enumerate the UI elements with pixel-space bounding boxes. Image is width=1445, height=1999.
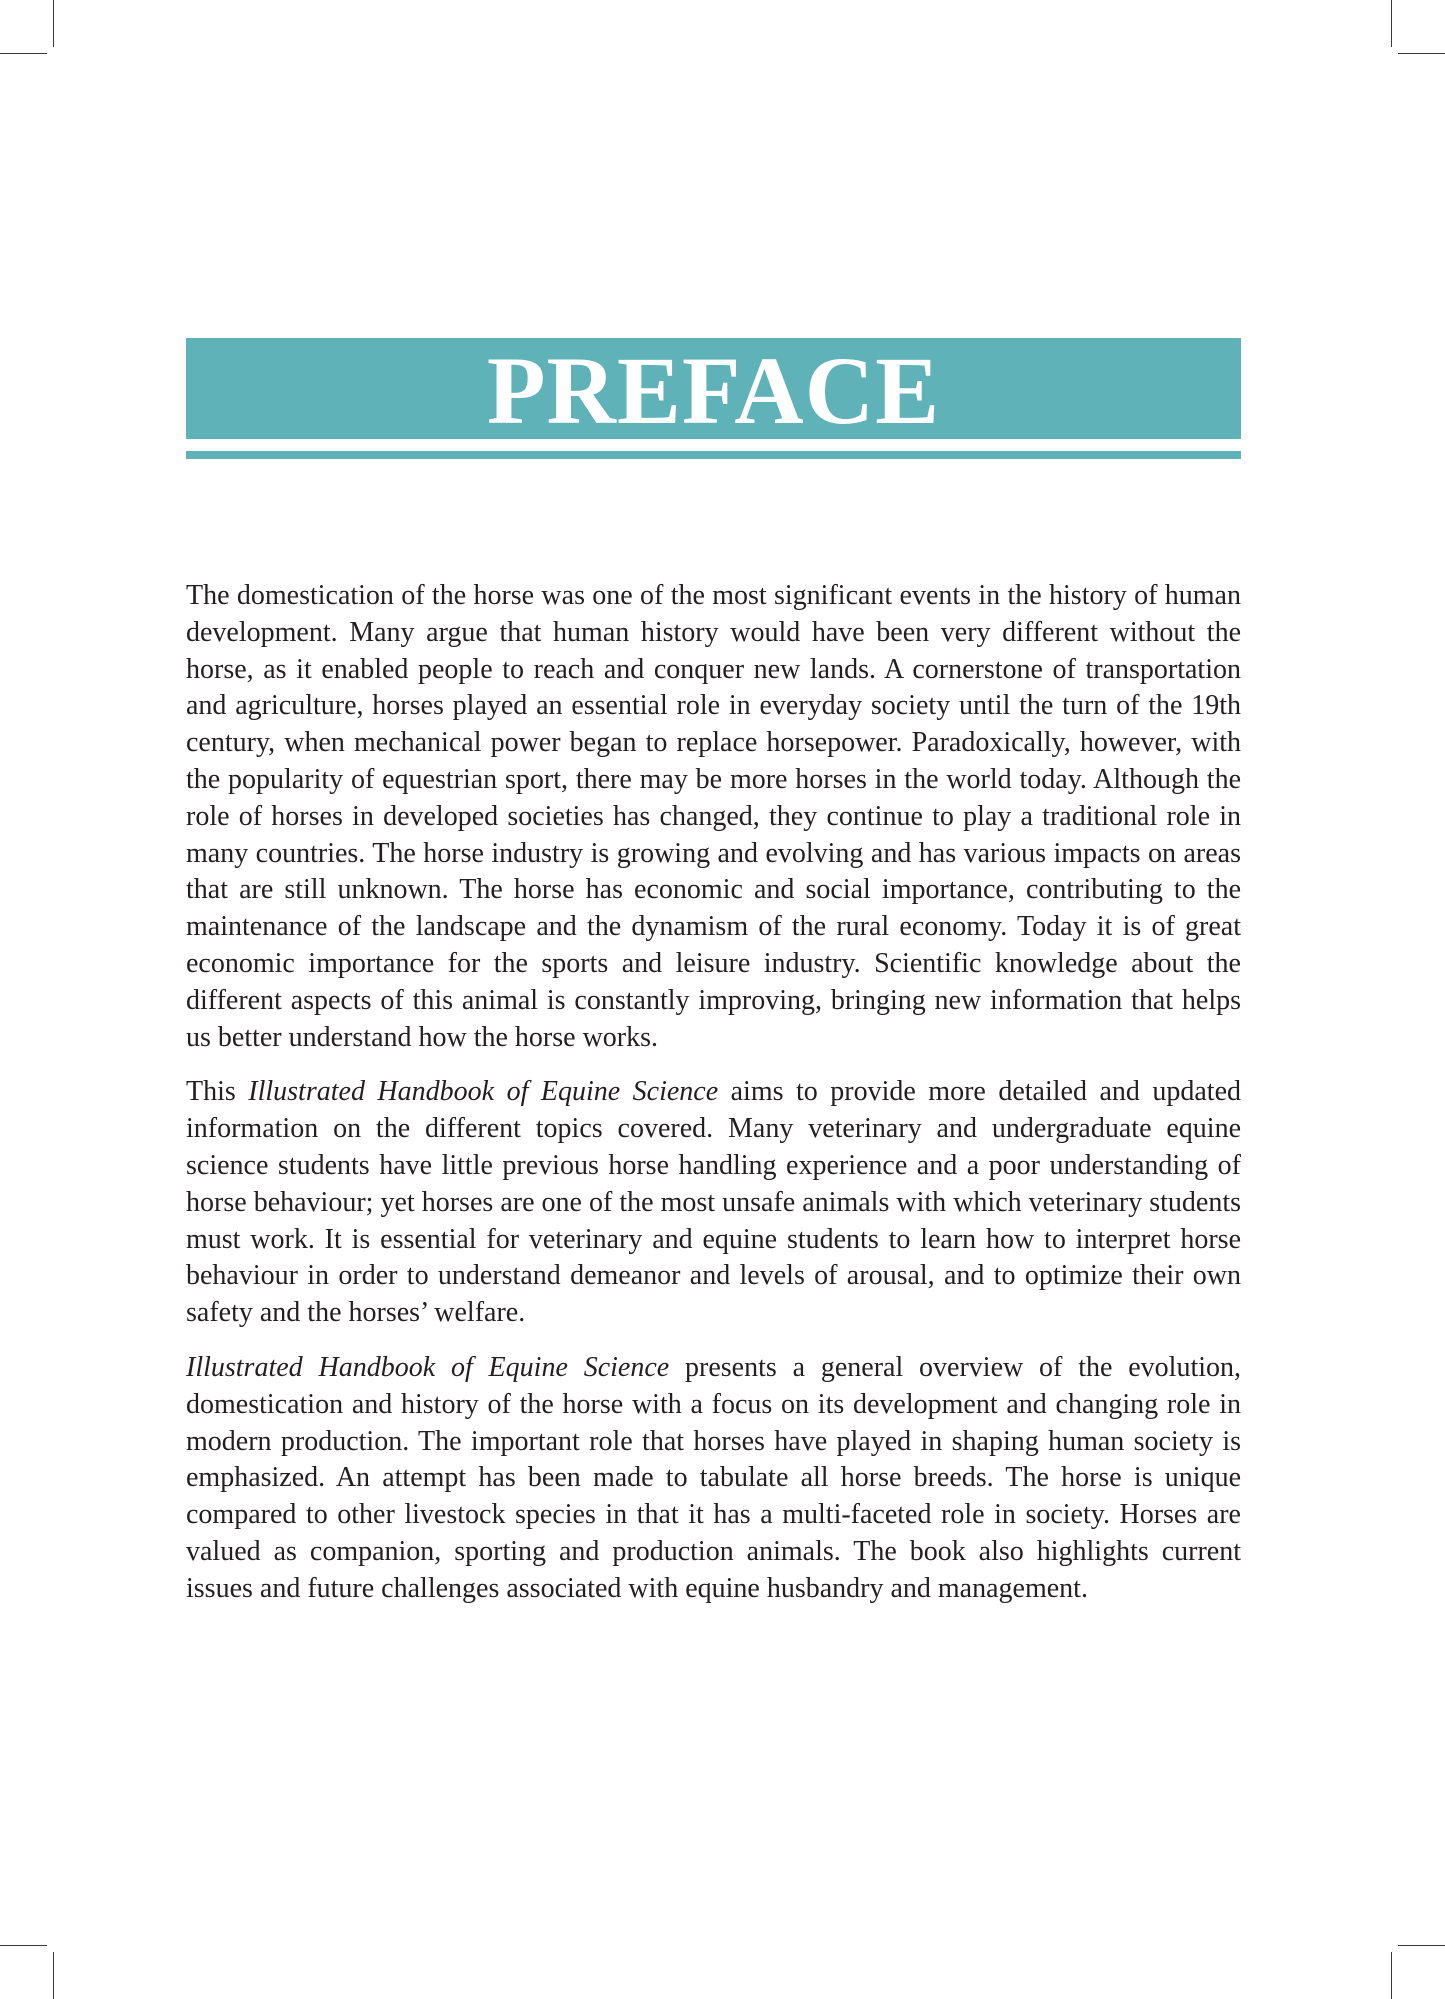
paragraph-3-rest: presents a general overview of the evolution, domestication and history of the horse with a focus on its development and changing role in modern production. The important role that horses have played in shaping human society is emphasized. An attempt has been made to tabulate all horse breeds. The horse is unique compared to other livestock species in that it has a multi-faceted role in society. Horses are valued as companion, sporting and production animals. The book also highlights current issues and future challenges associated with equine husbandry and management.: [186, 1351, 1241, 1604]
preface-body: [186, 578, 1241, 1626]
crop-mark-bottom-left-horizontal: [0, 1945, 47, 1946]
crop-mark-top-right-vertical: [1391, 0, 1392, 47]
header-underline-rule: [186, 451, 1241, 459]
book-title-italic: Illustrated Handbook of Equine Science: [248, 1076, 719, 1108]
paragraph-3: [186, 1350, 1241, 1608]
paragraph-2-rest: aims to provide more detailed and updated information on the different topics covered. Many veterinary and undergraduate equine science students have little previous horse handling experience and a poor understanding of horse behaviour; yet horses are one of the most unsafe animals with which veterinary students must work. It is essential for veterinary and equine students to learn how to interpret horse behaviour in order to understand demeanor and levels of arousal, and to optimize their own safety and the horses’ welfare.: [186, 1076, 1241, 1329]
crop-mark-bottom-left-vertical: [53, 1952, 54, 1999]
header-band: [186, 336, 1241, 444]
paragraph-2-lead: This: [186, 1076, 249, 1108]
crop-mark-bottom-right-vertical: [1391, 1952, 1392, 1999]
page-title: PREFACE: [486, 336, 941, 444]
paragraph-1-text: The domestication of the horse was one of the most significant events in the history of human development. Many argue that human history would have been very different without the horse, as it enabled people to reach and conquer new lands. A cornerstone of transportation and agriculture, horses played an essential role in everyday society until the turn of the 19th century, when mechanical power began to replace horsepower. Paradoxically, however, with the popularity of equestrian sport, there may be more horses in the world today. Although the role of horses in developed societies has changed, they continue to play a traditional role in many countries. The horse industry is growing and evolving and has various impacts on areas that are still unknown. The horse has economic and social importance, contributing to the maintenance of the landscape and the dynamism of the rural economy. Today it is of great economic importance for the sports and leisure industry. Scientific knowledge about the different aspects of this animal is constantly improving, bringing new information that helps us better understand how the horse works.: [186, 580, 1241, 1053]
crop-mark-top-right-horizontal: [1398, 53, 1445, 54]
paragraph-2: [186, 1074, 1241, 1332]
crop-mark-top-left-horizontal: [0, 53, 47, 54]
paragraph-1: [186, 578, 1241, 1056]
crop-mark-top-left-vertical: [53, 0, 54, 47]
book-title-italic: Illustrated Handbook of Equine Science: [186, 1351, 670, 1383]
crop-mark-bottom-right-horizontal: [1398, 1945, 1445, 1946]
